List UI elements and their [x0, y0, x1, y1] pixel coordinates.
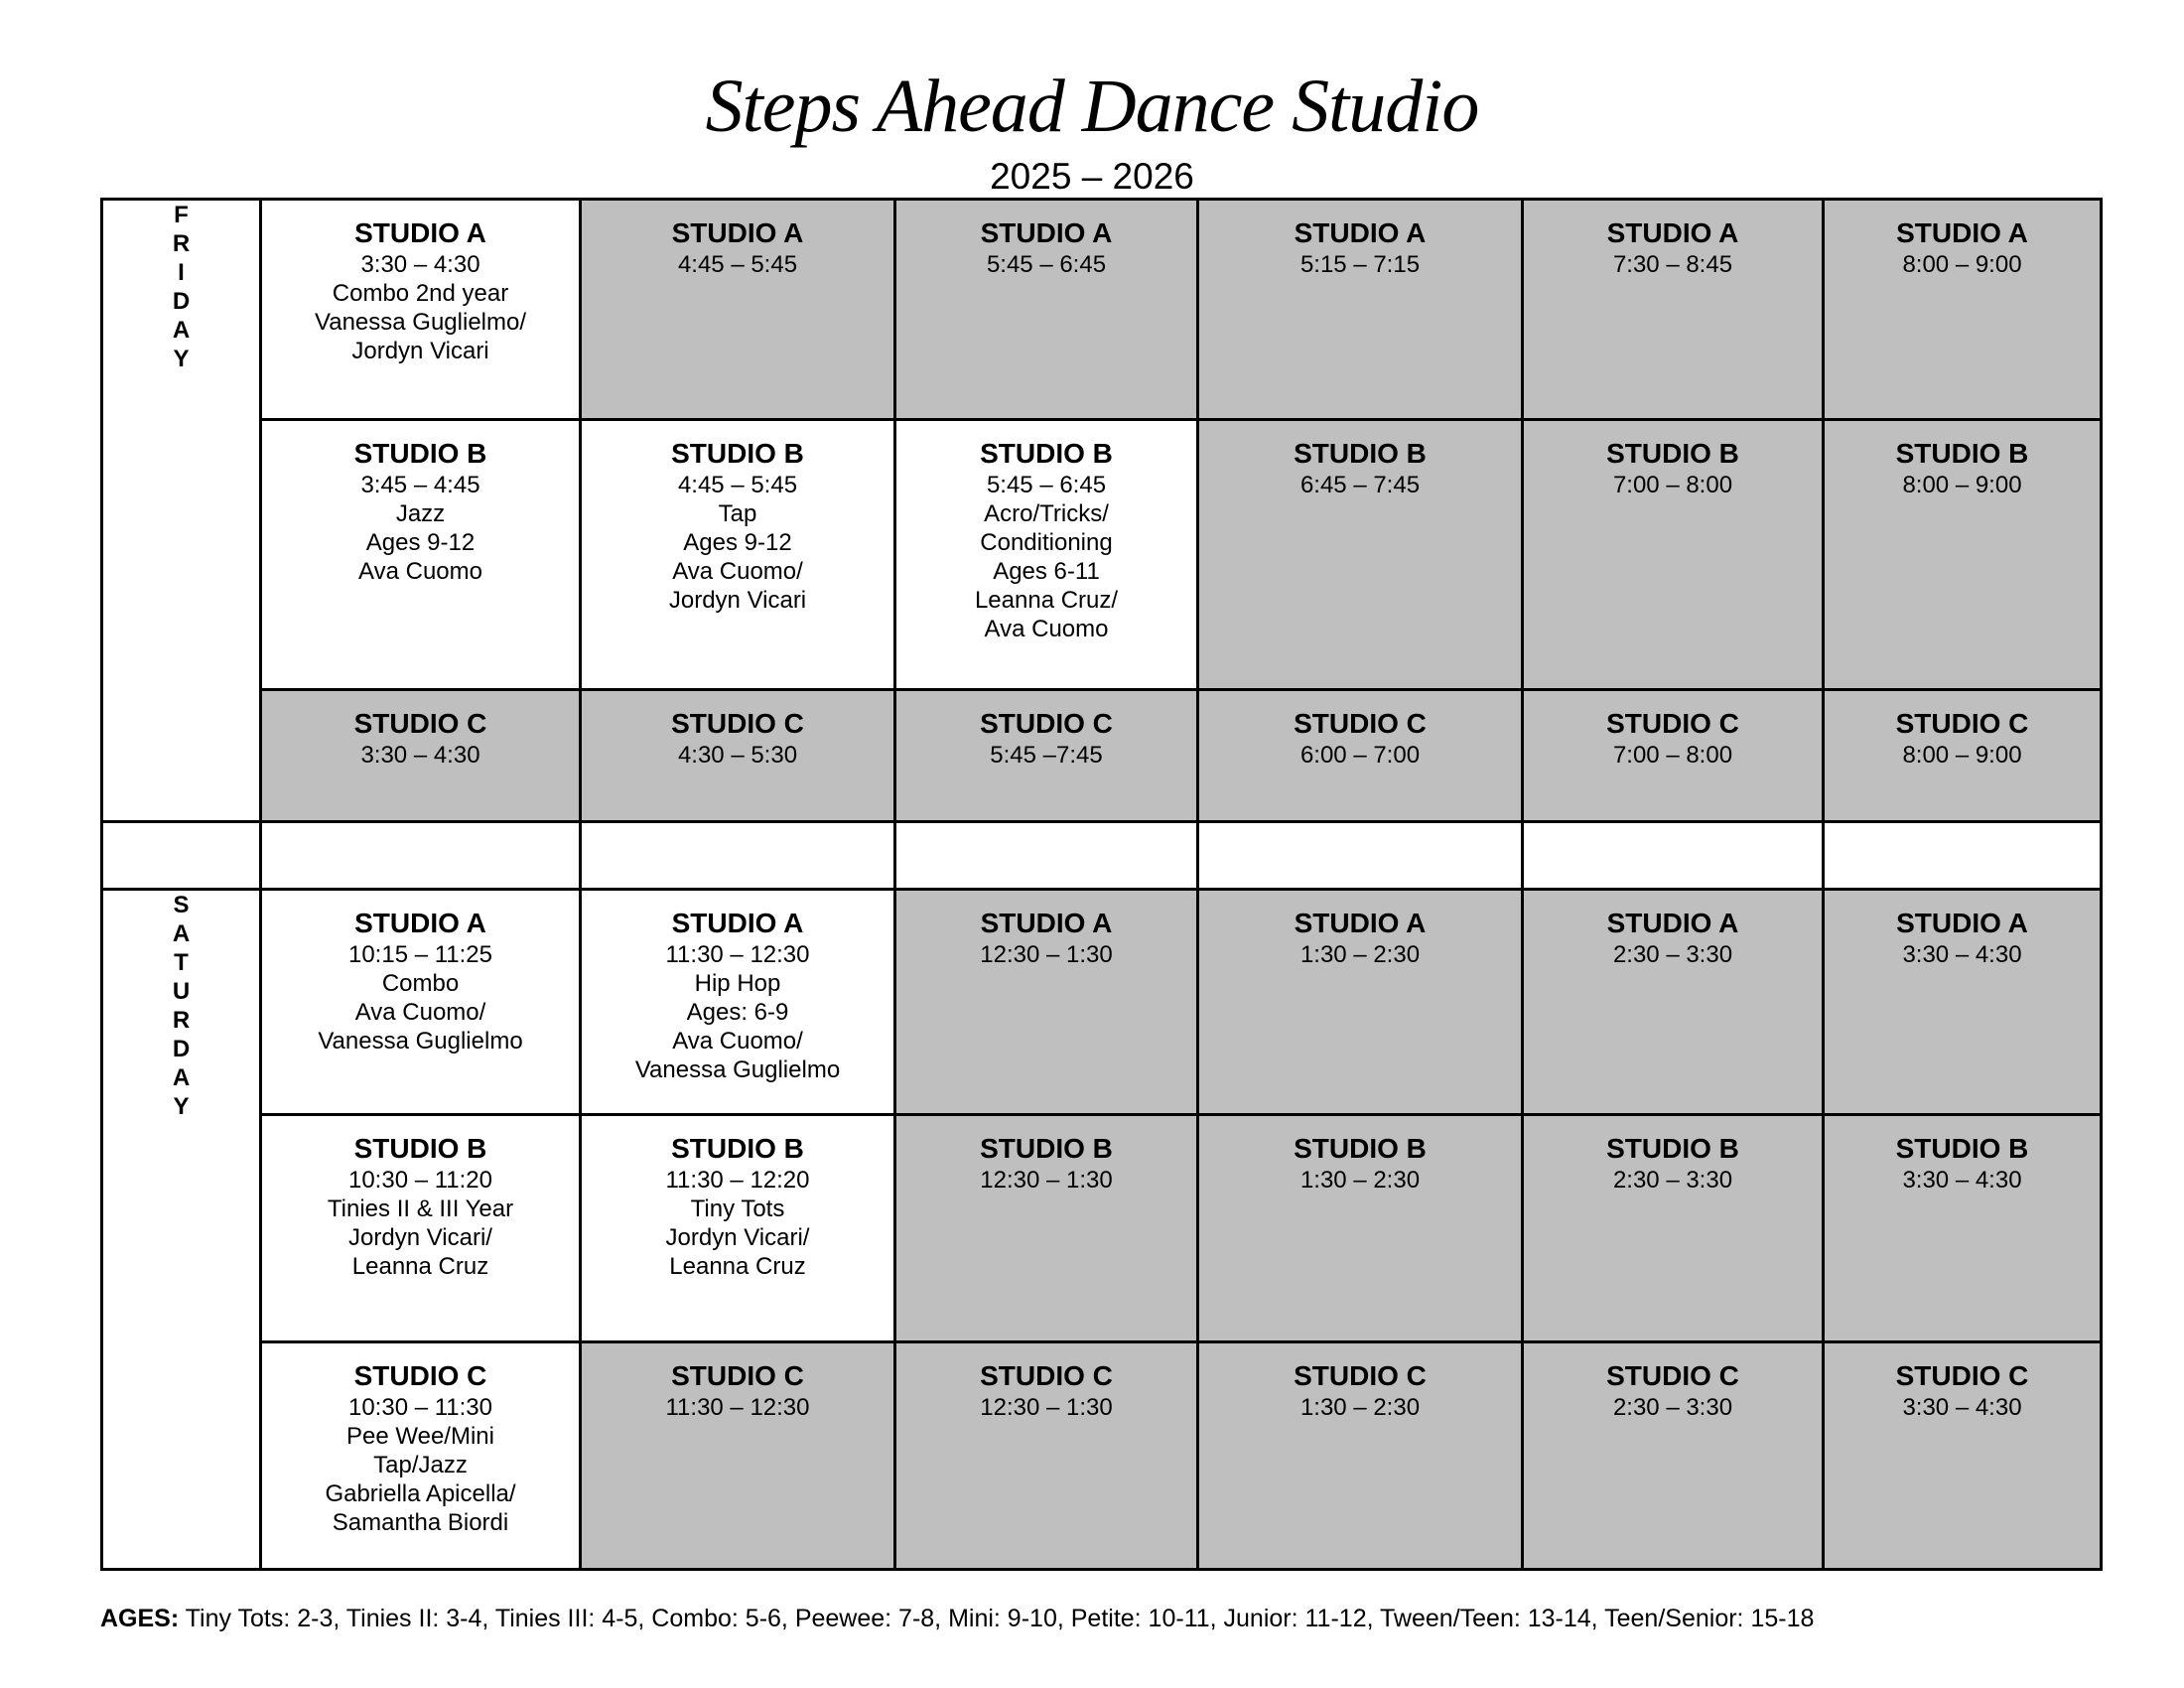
- day-label-saturday: [102, 890, 261, 1570]
- schedule-cell: [1523, 690, 1824, 822]
- schedule-cell: [581, 200, 895, 420]
- class-time: 8:00 – 9:00: [1902, 251, 2022, 278]
- class-time: 10:15 – 11:25: [347, 941, 493, 968]
- studio-name: STUDIO A: [1606, 217, 1739, 248]
- schedule-cell: [261, 420, 581, 690]
- class-time: 3:30 – 4:30: [1902, 941, 2022, 968]
- studio-name: STUDIO B: [1895, 438, 2029, 469]
- class-time: 10:30 – 11:20: [347, 1167, 493, 1194]
- studio-name: STUDIO A: [980, 217, 1113, 248]
- class-detail: Ava Cuomo: [984, 616, 1109, 642]
- class-time: 11:30 – 12:30: [665, 1394, 810, 1421]
- class-time: 5:45 – 6:45: [986, 472, 1107, 498]
- class-time: 11:30 – 12:30: [665, 941, 810, 968]
- class-time: 8:00 – 9:00: [1902, 742, 2022, 769]
- studio-name: STUDIO C: [353, 708, 487, 739]
- day-letter: D: [172, 288, 191, 315]
- studio-name: STUDIO B: [671, 438, 804, 469]
- ages-label: AGES:: [100, 1605, 180, 1632]
- class-time: 3:30 – 4:30: [1902, 1394, 2022, 1421]
- class-time: 12:30 – 1:30: [980, 1394, 1113, 1421]
- ages-text: Tiny Tots: 2-3, Tinies II: 3-4, Tinies III: 4-5, Combo: 5-6, Peewee: 7-8, Mini: 9-10, Petite: 10-11, Junior: 11-12, Tween/Teen: 13-14, Teen/Senior: 15-18: [179, 1605, 1815, 1632]
- class-detail: Tinies II & III Year: [327, 1196, 514, 1222]
- class-time: 2:30 – 3:30: [1612, 1167, 1733, 1194]
- schedule-cell: [1198, 690, 1523, 822]
- schedule-cell: [1824, 1342, 2102, 1570]
- studio-name: STUDIO C: [353, 1360, 487, 1391]
- class-time: 6:00 – 7:00: [1299, 742, 1421, 769]
- class-detail: Jordyn Vicari/: [665, 1224, 810, 1251]
- schedule-cell: [1824, 420, 2102, 690]
- schedule-cell: [895, 690, 1198, 822]
- day-letter: F: [174, 202, 189, 228]
- schedule-cell: [581, 420, 895, 690]
- schedule-cell: [261, 1115, 581, 1342]
- spacer-row: [102, 822, 2102, 890]
- day-letter: T: [174, 949, 189, 976]
- schedule-cell: [1523, 890, 1824, 1115]
- studio-name: STUDIO A: [1896, 908, 2028, 938]
- class-detail: Jazz: [395, 500, 446, 527]
- class-time: 11:30 – 12:20: [665, 1167, 810, 1194]
- studio-name: STUDIO A: [1896, 217, 2028, 248]
- studio-name: STUDIO A: [671, 908, 804, 938]
- schedule-cell: [1198, 420, 1523, 690]
- schedule-cell: [895, 420, 1198, 690]
- studio-name: STUDIO B: [1294, 1133, 1427, 1164]
- class-detail: Leanna Cruz: [669, 1253, 806, 1280]
- class-detail: Ava Cuomo/: [672, 558, 803, 585]
- class-detail: Vanessa Guglielmo/: [315, 309, 526, 336]
- class-time: 3:30 – 4:30: [1902, 1167, 2022, 1194]
- class-detail: Tap: [718, 500, 757, 527]
- class-time: 2:30 – 3:30: [1612, 941, 1733, 968]
- class-time: 5:45 – 6:45: [986, 251, 1107, 278]
- studio-name: STUDIO B: [980, 438, 1113, 469]
- day-letter: Y: [173, 1093, 190, 1120]
- schedule-cell: [581, 890, 895, 1115]
- class-detail: Tap/Jazz: [373, 1452, 468, 1478]
- class-detail: Pee Wee/Mini: [346, 1423, 494, 1450]
- spacer-cell: [1523, 822, 1824, 890]
- class-detail: Combo: [381, 970, 460, 997]
- class-detail: Ava Cuomo/: [354, 999, 486, 1026]
- day-letter: A: [172, 317, 191, 344]
- class-detail: Ages 6-11: [993, 558, 1100, 585]
- spacer-cell: [581, 822, 895, 890]
- studio-name: STUDIO C: [1294, 1360, 1427, 1391]
- schedule-cell: [1824, 200, 2102, 420]
- class-time: 4:45 – 5:45: [677, 251, 798, 278]
- studio-name: STUDIO B: [353, 1133, 487, 1164]
- class-detail: Jordyn Vicari: [351, 338, 489, 364]
- class-time: 7:00 – 8:00: [1612, 742, 1733, 769]
- class-detail: Jordyn Vicari: [668, 587, 807, 614]
- schedule-row: [102, 1115, 2102, 1342]
- class-time: 5:15 – 7:15: [1299, 251, 1421, 278]
- class-detail: Jordyn Vicari/: [348, 1224, 492, 1251]
- schedule-cell: [261, 1342, 581, 1570]
- schedule-cell: [581, 690, 895, 822]
- day-letter: D: [172, 1036, 191, 1062]
- class-detail: Tiny Tots: [690, 1196, 785, 1222]
- schedule-cell: [1523, 420, 1824, 690]
- studio-name: STUDIO A: [1294, 217, 1427, 248]
- class-detail: Leanna Cruz: [351, 1253, 489, 1280]
- schedule-cell: [1523, 1342, 1824, 1570]
- class-time: 1:30 – 2:30: [1299, 1394, 1421, 1421]
- studio-name: STUDIO B: [1294, 438, 1427, 469]
- class-time: 3:30 – 4:30: [360, 251, 480, 278]
- studio-name: STUDIO C: [1294, 708, 1427, 739]
- day-letter: A: [172, 920, 191, 947]
- studio-name: STUDIO C: [671, 708, 804, 739]
- class-time: 3:45 – 4:45: [360, 472, 480, 498]
- class-time: 2:30 – 3:30: [1612, 1394, 1733, 1421]
- schedule-row: [102, 420, 2102, 690]
- class-detail: Leanna Cruz/: [974, 587, 1119, 614]
- class-time: 5:45 –7:45: [990, 742, 1103, 769]
- schedule-cell: [1523, 200, 1824, 420]
- studio-name: STUDIO A: [671, 217, 804, 248]
- studio-name: STUDIO C: [671, 1360, 804, 1391]
- day-letter: Y: [173, 346, 190, 372]
- class-time: 4:30 – 5:30: [677, 742, 798, 769]
- class-detail: Combo 2nd year: [332, 280, 509, 307]
- class-time: 12:30 – 1:30: [980, 1167, 1113, 1194]
- studio-name: STUDIO B: [1895, 1133, 2029, 1164]
- class-time: 7:00 – 8:00: [1612, 472, 1733, 498]
- class-time: 1:30 – 2:30: [1299, 1167, 1421, 1194]
- season-subtitle: 2025 – 2026: [990, 156, 1194, 197]
- class-detail: Conditioning: [980, 529, 1113, 556]
- class-detail: Hip Hop: [694, 970, 781, 997]
- studio-name: STUDIO A: [1606, 908, 1739, 938]
- class-time: 4:45 – 5:45: [677, 472, 798, 498]
- schedule-cell: [261, 890, 581, 1115]
- schedule-cell: [895, 890, 1198, 1115]
- class-detail: Ages 9-12: [365, 529, 476, 556]
- schedule-cell: [1523, 1115, 1824, 1342]
- studio-name: STUDIO A: [1294, 908, 1427, 938]
- studio-name: STUDIO C: [1895, 708, 2029, 739]
- class-detail: Vanessa Guglielmo: [318, 1028, 523, 1055]
- studio-name: STUDIO C: [980, 708, 1113, 739]
- class-detail: Samantha Biordi: [332, 1509, 509, 1536]
- class-detail: Ages 9-12: [683, 529, 792, 556]
- day-letter: I: [178, 259, 185, 286]
- schedule-cell: [1198, 1115, 1523, 1342]
- class-detail: Ages: 6-9: [686, 999, 789, 1026]
- studio-name: STUDIO A: [354, 908, 486, 938]
- studio-name: STUDIO B: [671, 1133, 804, 1164]
- class-detail: Acro/Tricks/: [984, 500, 1109, 527]
- studio-name: STUDIO C: [980, 1360, 1113, 1391]
- studio-name: STUDIO B: [353, 438, 487, 469]
- class-time: 6:45 – 7:45: [1299, 472, 1421, 498]
- studio-name: STUDIO C: [1606, 708, 1739, 739]
- class-detail: Vanessa Guglielmo: [634, 1056, 841, 1083]
- schedule-row: [102, 1342, 2102, 1570]
- spacer-cell: [1824, 822, 2102, 890]
- class-time: 8:00 – 9:00: [1902, 472, 2022, 498]
- schedule-cell: [261, 200, 581, 420]
- class-detail: Ava Cuomo/: [672, 1028, 803, 1055]
- class-time: 10:30 – 11:30: [347, 1394, 493, 1421]
- schedule-cell: [895, 1342, 1198, 1570]
- day-label-friday: [102, 200, 261, 822]
- class-time: 3:30 – 4:30: [360, 742, 480, 769]
- schedule-cell: [1824, 890, 2102, 1115]
- schedule-cell: [581, 1115, 895, 1342]
- class-time: 12:30 – 1:30: [980, 941, 1113, 968]
- schedule-row: [102, 690, 2102, 822]
- ages-legend: [100, 1603, 2106, 1634]
- studio-name: STUDIO A: [980, 908, 1113, 938]
- spacer-cell: [895, 822, 1198, 890]
- studio-name: STUDIO B: [1606, 438, 1739, 469]
- day-letter: S: [173, 892, 190, 918]
- schedule-cell: [1198, 200, 1523, 420]
- studio-name: STUDIO C: [1895, 1360, 2029, 1391]
- schedule-cell: [1198, 1342, 1523, 1570]
- day-letter: A: [172, 1064, 191, 1091]
- schedule-cell: [1824, 1115, 2102, 1342]
- studio-name: STUDIO B: [1606, 1133, 1739, 1164]
- day-letter: R: [172, 1007, 191, 1034]
- studio-name: STUDIO A: [354, 217, 486, 248]
- class-detail: Gabriella Apicella/: [325, 1480, 516, 1507]
- spacer-cell: [102, 822, 261, 890]
- studio-name: STUDIO C: [1606, 1360, 1739, 1391]
- schedule-row: [102, 890, 2102, 1115]
- spacer-cell: [1198, 822, 1523, 890]
- schedule-cell: [1824, 690, 2102, 822]
- schedule-cell: [895, 1115, 1198, 1342]
- schedule-cell: [581, 1342, 895, 1570]
- schedule-table: [100, 198, 2103, 1571]
- schedule-cell: [261, 690, 581, 822]
- class-time: 7:30 – 8:45: [1612, 251, 1733, 278]
- page-title: Steps Ahead Dance Studio: [705, 65, 1479, 148]
- schedule-cell: [895, 200, 1198, 420]
- spacer-cell: [261, 822, 581, 890]
- schedule-cell: [1198, 890, 1523, 1115]
- day-letter: R: [172, 230, 191, 257]
- studio-name: STUDIO B: [980, 1133, 1113, 1164]
- schedule-row: [102, 200, 2102, 420]
- day-letter: U: [172, 978, 191, 1005]
- class-detail: Ava Cuomo: [358, 558, 482, 585]
- class-time: 1:30 – 2:30: [1299, 941, 1421, 968]
